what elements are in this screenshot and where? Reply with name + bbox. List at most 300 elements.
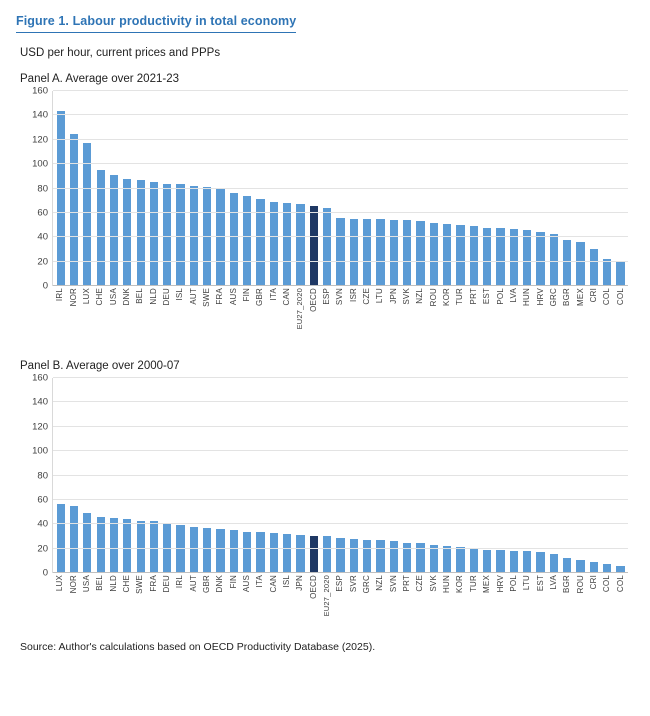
bar	[510, 229, 518, 286]
x-label-slot	[400, 286, 413, 344]
x-axis-tick-label: FIN	[241, 288, 251, 302]
y-axis-tick-label: 80	[37, 470, 48, 481]
x-label-slot	[320, 286, 333, 344]
bar-slot	[374, 378, 387, 573]
bar-slot	[454, 91, 467, 286]
x-axis-tick-label: GBR	[255, 288, 265, 306]
x-axis-tick-label: CHE	[121, 575, 131, 593]
bar-slot	[294, 378, 307, 573]
bar	[590, 249, 598, 286]
x-axis-tick-label: MEX	[575, 288, 585, 306]
figure-title: Figure 1. Labour productivity in total economy	[16, 14, 296, 33]
x-label-slot	[280, 573, 293, 631]
bar-slot	[134, 378, 147, 573]
bar	[443, 546, 451, 573]
bar-slot	[361, 378, 374, 573]
x-label-slot	[547, 286, 560, 344]
bar-slot	[414, 91, 427, 286]
y-axis-tick-label: 60	[37, 494, 48, 506]
bar	[110, 518, 118, 573]
x-label-slot	[453, 573, 466, 631]
bar	[550, 554, 558, 574]
x-axis-tick-label: NZL	[415, 288, 425, 304]
x-label-slot	[373, 573, 386, 631]
x-label-slot	[66, 286, 79, 344]
bar	[123, 179, 131, 286]
x-label-slot	[186, 573, 199, 631]
bar	[576, 242, 584, 286]
bar	[256, 532, 264, 573]
gridline	[32, 421, 628, 433]
bar-slot	[614, 378, 627, 573]
x-label-slot	[533, 286, 546, 344]
x-axis-tick-label: ISR	[348, 288, 358, 302]
bar-slot	[454, 378, 467, 573]
bar	[576, 560, 584, 573]
x-axis-tick-label: FIN	[228, 575, 238, 589]
x-axis-tick-label: AUS	[228, 288, 238, 306]
x-label-slot	[507, 573, 520, 631]
bar	[376, 540, 384, 573]
x-axis-tick-label: LUX	[55, 575, 65, 592]
bar-slot	[387, 91, 400, 286]
bar-slot	[347, 378, 360, 573]
x-label-slot	[467, 573, 480, 631]
bar-slot	[321, 378, 334, 573]
y-axis-tick-label: 20	[37, 256, 48, 268]
x-axis-tick-label: USA	[108, 288, 118, 306]
x-axis-tick-label: COL	[615, 575, 625, 593]
gridline	[32, 109, 628, 121]
bar-slot	[534, 378, 547, 573]
bar-slot	[241, 91, 254, 286]
x-axis-tick-label: GBR	[201, 575, 211, 593]
x-label-slot	[427, 573, 440, 631]
panel-a-x-axis-labels	[52, 286, 628, 344]
x-axis-tick-label: FRA	[148, 575, 158, 592]
x-label-slot	[333, 286, 346, 344]
bar	[536, 552, 544, 573]
bar-slot	[227, 378, 240, 573]
x-label-slot	[360, 286, 373, 344]
bar-slot	[201, 91, 214, 286]
bar	[243, 532, 251, 573]
x-label-slot	[93, 573, 106, 631]
x-label-slot	[560, 573, 573, 631]
bar-slot	[121, 378, 134, 573]
bar	[296, 535, 304, 573]
panel-b-chart	[20, 372, 634, 631]
panel-a-bars	[53, 91, 628, 286]
x-label-slot	[533, 573, 546, 631]
x-axis-tick-label: CZE	[362, 288, 372, 305]
bar	[83, 143, 91, 286]
x-axis-tick-label: OECD	[308, 575, 318, 599]
gridline	[32, 396, 628, 408]
bar-slot	[254, 378, 267, 573]
bar-slot	[187, 378, 200, 573]
x-label-slot	[240, 286, 253, 344]
x-label-slot	[106, 286, 119, 344]
bar-slot	[467, 378, 480, 573]
bar	[470, 549, 478, 573]
bar-slot	[427, 91, 440, 286]
bar	[430, 545, 438, 573]
panel-b-title: Panel B. Average over 2000-07	[20, 360, 180, 372]
x-label-slot	[587, 573, 600, 631]
y-axis-tick-label: 40	[37, 518, 48, 530]
gridline	[32, 445, 628, 457]
bar	[176, 184, 184, 286]
bar-slot	[254, 91, 267, 286]
bar-slot	[587, 91, 600, 286]
x-axis-tick-label: CAN	[282, 288, 292, 306]
x-label-slot	[80, 573, 93, 631]
x-axis-tick-label: SVR	[348, 575, 358, 593]
x-label-slot	[293, 286, 306, 344]
figure-subtitle: USD per hour, current prices and PPPs	[20, 47, 221, 59]
bar	[70, 506, 78, 573]
bar-slot	[94, 91, 107, 286]
bar	[536, 232, 544, 286]
bar-slot	[507, 91, 520, 286]
bar-slot	[574, 378, 587, 573]
bar-slot	[387, 378, 400, 573]
bar-slot	[307, 91, 320, 286]
bar-slot	[401, 91, 414, 286]
y-axis-tick-label: 60	[37, 207, 48, 219]
x-label-slot	[613, 286, 626, 344]
x-label-slot	[267, 286, 280, 344]
x-label-slot	[160, 286, 173, 344]
x-axis-tick-label: FRA	[215, 288, 225, 305]
x-label-slot	[413, 286, 426, 344]
x-label-slot	[213, 286, 226, 344]
y-axis-tick-label: 160	[32, 372, 48, 384]
x-label-slot	[560, 286, 573, 344]
x-axis-tick-label: GRC	[548, 288, 558, 307]
bar-slot	[54, 91, 67, 286]
bar-slot	[560, 378, 573, 573]
bar	[403, 220, 411, 286]
bar	[456, 547, 464, 573]
bar	[390, 220, 398, 286]
panel-b-x-axis-labels	[52, 573, 628, 631]
x-axis-tick-label: SVK	[428, 575, 438, 592]
x-axis-tick-label: BGR	[562, 575, 572, 593]
x-axis-tick-label: COL	[615, 288, 625, 306]
bar-slot	[534, 91, 547, 286]
x-axis-tick-label: JPN	[388, 288, 398, 304]
x-label-slot	[133, 573, 146, 631]
bar	[110, 175, 118, 286]
bar	[137, 180, 145, 286]
bar	[270, 202, 278, 286]
x-axis-tick-label: TUR	[468, 575, 478, 593]
x-axis-tick-label: CZE	[415, 575, 425, 592]
x-label-slot	[186, 286, 199, 344]
x-label-slot	[200, 286, 213, 344]
x-label-slot	[600, 286, 613, 344]
x-axis-tick-label: SVN	[335, 288, 345, 306]
y-axis-tick-label: 120	[32, 134, 48, 146]
x-label-slot	[253, 286, 266, 344]
bar	[443, 224, 451, 286]
bar-slot	[574, 91, 587, 286]
bar-slot	[67, 378, 80, 573]
x-axis-tick-label: CRI	[588, 575, 598, 590]
bar	[283, 534, 291, 573]
x-label-slot	[547, 573, 560, 631]
source-note: Source: Author's calculations based on OECD Productivity Database (2025).	[20, 641, 376, 653]
bar-slot	[441, 378, 454, 573]
gridline	[37, 470, 628, 481]
x-axis-tick-label: IRL	[55, 288, 65, 302]
x-axis-tick-label: KOR	[455, 575, 465, 593]
x-label-slot	[53, 286, 66, 344]
bar	[70, 134, 78, 286]
x-label-slot	[440, 573, 453, 631]
x-label-slot	[453, 286, 466, 344]
bar-slot	[294, 91, 307, 286]
x-axis-tick-label: BEL	[135, 288, 145, 304]
x-label-slot	[520, 573, 533, 631]
gridline	[37, 207, 628, 219]
bar	[310, 536, 318, 573]
x-label-slot	[573, 286, 586, 344]
bar	[163, 184, 171, 286]
bar-slot	[374, 91, 387, 286]
gridline	[32, 158, 628, 170]
x-axis-tick-label: POL	[495, 288, 505, 305]
gridline	[37, 518, 628, 530]
bar-slot	[81, 378, 94, 573]
gridline	[32, 134, 628, 146]
bar	[190, 527, 198, 573]
y-axis-tick-label: 0	[42, 280, 48, 292]
x-axis-tick-label: KOR	[442, 288, 452, 306]
panel-a-title: Panel A. Average over 2021-23	[20, 73, 179, 85]
bar	[296, 204, 304, 286]
bar-slot	[147, 91, 160, 286]
bar-slot	[174, 378, 187, 573]
x-axis-tick-label: AUS	[241, 575, 251, 593]
x-axis-tick-label: CHE	[95, 288, 105, 306]
bar-slot	[94, 378, 107, 573]
bar	[203, 528, 211, 573]
x-label-slot	[480, 573, 493, 631]
bar	[310, 206, 318, 286]
gridline	[37, 256, 628, 268]
panel-b-bars	[53, 378, 628, 573]
x-axis-tick-label: PRT	[468, 288, 478, 305]
bar	[336, 218, 344, 286]
bar	[176, 525, 184, 573]
bar	[470, 226, 478, 286]
bar-slot	[147, 378, 160, 573]
bar-slot	[347, 91, 360, 286]
x-axis-tick-label: BGR	[562, 288, 572, 306]
panel-spacer	[16, 344, 634, 360]
bar	[216, 529, 224, 573]
x-axis-tick-label: AUT	[188, 288, 198, 305]
bar-slot	[494, 91, 507, 286]
bar	[270, 533, 278, 573]
bar-slot	[201, 378, 214, 573]
x-axis-tick-label: GRC	[362, 575, 372, 594]
x-axis-tick-label: COL	[602, 575, 612, 593]
x-axis-tick-label: ITA	[268, 288, 278, 301]
gridline	[37, 543, 628, 555]
bar	[496, 550, 504, 573]
y-axis-tick-label: 80	[37, 183, 48, 194]
y-axis-tick-label: 100	[32, 158, 48, 170]
x-label-slot	[146, 573, 159, 631]
bar-slot	[361, 91, 374, 286]
y-axis-tick-label: 40	[37, 231, 48, 243]
x-axis-tick-label: DNK	[215, 575, 225, 593]
x-label-slot	[587, 286, 600, 344]
bar-slot	[214, 91, 227, 286]
bar	[150, 182, 158, 286]
x-axis-tick-label: NLD	[148, 288, 158, 305]
x-label-slot	[133, 286, 146, 344]
gridline	[32, 85, 628, 97]
bar-slot	[507, 378, 520, 573]
y-axis-tick-label: 120	[32, 421, 48, 433]
x-label-slot	[93, 286, 106, 344]
x-label-slot	[493, 286, 506, 344]
x-label-slot	[307, 286, 320, 344]
bar-slot	[227, 91, 240, 286]
panel-b-plot-area	[32, 372, 628, 579]
bar-slot	[600, 91, 613, 286]
x-axis-tick-label: ISL	[175, 288, 185, 301]
x-label-slot	[387, 286, 400, 344]
bar	[283, 203, 291, 286]
bar-slot	[107, 91, 120, 286]
x-axis-tick-label: NOR	[68, 575, 78, 594]
x-axis-tick-label: HUN	[522, 288, 532, 306]
bar	[323, 536, 331, 573]
x-axis-tick-label: JPN	[295, 575, 305, 591]
bar-slot	[307, 378, 320, 573]
bar-slot	[334, 378, 347, 573]
x-label-slot	[347, 573, 360, 631]
bar-slot	[547, 378, 560, 573]
x-label-slot	[267, 573, 280, 631]
x-axis-tick-label: LTU	[522, 575, 532, 591]
bar	[123, 519, 131, 573]
bar-slot	[281, 378, 294, 573]
bar	[416, 221, 424, 286]
x-axis-tick-label: MEX	[482, 575, 492, 593]
x-label-slot	[293, 573, 306, 631]
gridline	[37, 183, 628, 194]
y-axis-tick-label: 160	[32, 85, 48, 97]
x-axis-tick-label: IRL	[175, 575, 185, 589]
y-axis-tick-label: 140	[32, 396, 48, 408]
x-axis-tick-label: AUT	[188, 575, 198, 592]
bar-slot	[494, 378, 507, 573]
bar	[336, 538, 344, 573]
gridline	[32, 372, 628, 384]
bar-slot	[414, 378, 427, 573]
panel-a-chart	[20, 85, 634, 344]
bar-slot	[467, 91, 480, 286]
x-axis-tick-label: LVA	[508, 288, 518, 303]
x-axis-tick-label: EU27_2020	[295, 288, 305, 330]
panel-a-plot-area	[32, 85, 628, 292]
x-label-slot	[53, 573, 66, 631]
bar-slot	[481, 91, 494, 286]
bar-slot	[401, 378, 414, 573]
bar	[603, 259, 611, 286]
x-axis-tick-label: EU27_2020	[322, 575, 332, 617]
y-axis-tick-label: 20	[37, 543, 48, 555]
x-label-slot	[387, 573, 400, 631]
y-axis-tick-label: 0	[42, 567, 48, 579]
bar	[510, 551, 518, 573]
x-label-slot	[347, 286, 360, 344]
bar-slot	[321, 91, 334, 286]
bar-slot	[161, 91, 174, 286]
x-label-slot	[507, 286, 520, 344]
x-axis-tick-label: COL	[602, 288, 612, 306]
x-label-slot	[173, 573, 186, 631]
x-axis-tick-label: USA	[81, 575, 91, 593]
x-label-slot	[226, 286, 239, 344]
bar	[563, 240, 571, 286]
bar-slot	[187, 91, 200, 286]
x-axis-tick-label: BEL	[95, 575, 105, 591]
bar-slot	[547, 91, 560, 286]
bar	[97, 517, 105, 573]
x-label-slot	[520, 286, 533, 344]
x-axis-tick-label: NLD	[108, 575, 118, 592]
x-axis-tick-label: LTU	[375, 288, 385, 304]
bar	[216, 189, 224, 287]
x-axis-tick-label: DNK	[121, 288, 131, 306]
x-axis-tick-label: ROU	[575, 575, 585, 594]
gridline	[37, 494, 628, 506]
x-label-slot	[226, 573, 239, 631]
x-axis-tick-label: SVN	[388, 575, 398, 593]
bar	[243, 196, 251, 286]
x-axis-tick-label: SWE	[135, 575, 145, 594]
x-label-slot	[173, 286, 186, 344]
bar	[57, 504, 65, 573]
x-label-slot	[120, 286, 133, 344]
x-label-slot	[213, 573, 226, 631]
x-axis-tick-label: ESP	[322, 288, 332, 305]
x-axis-tick-label: HRV	[535, 288, 545, 306]
bar	[430, 223, 438, 286]
x-label-slot	[106, 573, 119, 631]
x-label-slot	[573, 573, 586, 631]
bar-slot	[134, 91, 147, 286]
x-label-slot	[413, 573, 426, 631]
x-axis-tick-label: LVA	[548, 575, 558, 590]
bar-slot	[481, 378, 494, 573]
bar-slot	[614, 91, 627, 286]
x-axis-tick-label: LUX	[81, 288, 91, 305]
bar	[323, 208, 331, 286]
x-axis-tick-label: EST	[535, 575, 545, 592]
bar-slot	[334, 91, 347, 286]
gridline	[37, 231, 628, 243]
bar-slot	[54, 378, 67, 573]
